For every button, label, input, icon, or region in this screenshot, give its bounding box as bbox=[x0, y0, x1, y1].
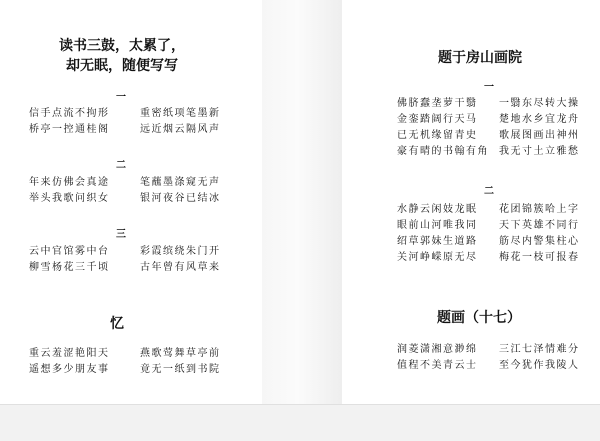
verse-line: 重云羞涩艳阳天 bbox=[29, 348, 110, 359]
verse-line: 三江七泽情难分 bbox=[499, 344, 580, 355]
verse-line: 彩霞缤绕朱门开 bbox=[140, 246, 221, 257]
verse-column-left bbox=[29, 244, 110, 276]
verse-line: 古年曾有风草来 bbox=[140, 262, 221, 273]
verse-column-left bbox=[397, 342, 478, 374]
verse-line: 至今犹作我陵人 bbox=[499, 360, 580, 371]
verse-line: 佛脐蠢垄萝干翳 bbox=[397, 98, 478, 109]
title-line: 却无眠，随便写写 bbox=[66, 58, 178, 74]
verse-line: 竟无一纸到书院 bbox=[140, 364, 221, 375]
verse-column-right bbox=[499, 202, 580, 266]
verse-line: 重密纸项笔墨新 bbox=[140, 108, 221, 119]
verse-column-right bbox=[140, 244, 221, 276]
verse-line: 我无寸土立雅愁 bbox=[499, 146, 580, 157]
section-number: 一 bbox=[484, 82, 494, 93]
section-number: 一 bbox=[116, 92, 126, 103]
poem-title: 题画（十七） bbox=[437, 310, 521, 326]
verse-line: 值程不美青云士 bbox=[397, 360, 478, 371]
verse-line: 润菱潇湘意渺绵 bbox=[397, 344, 478, 355]
verse-line: 信手点流不拘形 bbox=[29, 108, 110, 119]
verse-column-left bbox=[29, 175, 110, 207]
verse-line: 燕歌莺舞草亭前 bbox=[140, 348, 221, 359]
verse-line: 豪有晴的书翰有角 bbox=[397, 146, 489, 157]
verse-line: 绍草郭妹生道路 bbox=[397, 236, 478, 247]
verse-line: 桥亭一控通桂阁 bbox=[29, 124, 110, 135]
verse-line: 云中官馆雾中台 bbox=[29, 246, 110, 257]
book-gutter bbox=[262, 0, 342, 404]
verse-column-right bbox=[140, 175, 221, 207]
verse-line: 举头我歌问织女 bbox=[29, 193, 110, 204]
verse-line: 天下英雄不同行 bbox=[499, 220, 580, 231]
verse-line: 关河峥嵘原无尽 bbox=[397, 252, 478, 263]
left-page-title bbox=[38, 36, 206, 76]
section-number: 三 bbox=[116, 229, 126, 240]
verse-column-right bbox=[499, 342, 580, 374]
page-bottom-edge bbox=[0, 404, 600, 405]
verse-line: 水静云闲妓龙眠 bbox=[397, 204, 478, 215]
verse-column-right bbox=[140, 346, 221, 378]
verse-column-right bbox=[499, 96, 580, 160]
verse-line: 遥想多少朋友事 bbox=[29, 364, 110, 375]
section-number: 二 bbox=[116, 160, 126, 171]
verse-line: 远近烟云隔风声 bbox=[140, 124, 221, 135]
verse-line: 眼前山河唯我同 bbox=[397, 220, 478, 231]
verse-line: 一翳东尽转大操 bbox=[499, 98, 580, 109]
verse-column-left bbox=[29, 346, 110, 378]
section-number: 二 bbox=[484, 186, 494, 197]
title-line: 读书三鼓，太累了， bbox=[59, 38, 185, 54]
verse-line: 笔蘸墨涤窥无声 bbox=[140, 177, 221, 188]
poem-title: 忆 bbox=[110, 316, 124, 332]
verse-column-right bbox=[140, 106, 221, 138]
verse-line: 银河夜谷已结冰 bbox=[140, 193, 221, 204]
verse-column-left bbox=[397, 202, 478, 266]
verse-column-left bbox=[29, 106, 110, 138]
verse-line: 柳雪杨花三千顷 bbox=[29, 262, 110, 273]
verse-line: 筋尽内警集柱心 bbox=[499, 236, 580, 247]
right-page-title: 题于房山画院 bbox=[438, 50, 522, 66]
verse-line: 楚地水乡宜龙舟 bbox=[499, 114, 580, 125]
verse-line: 金銮踏阔行天马 bbox=[397, 114, 478, 125]
verse-column-left bbox=[397, 96, 489, 160]
verse-line: 梅花一枝可报春 bbox=[499, 252, 580, 263]
verse-line: 歌展图画出神州 bbox=[499, 130, 580, 141]
verse-line: 花团锦簇哈上字 bbox=[499, 204, 580, 215]
verse-line: 年来仿佛会真途 bbox=[29, 177, 110, 188]
verse-line: 已无机缘留青史 bbox=[397, 130, 478, 141]
